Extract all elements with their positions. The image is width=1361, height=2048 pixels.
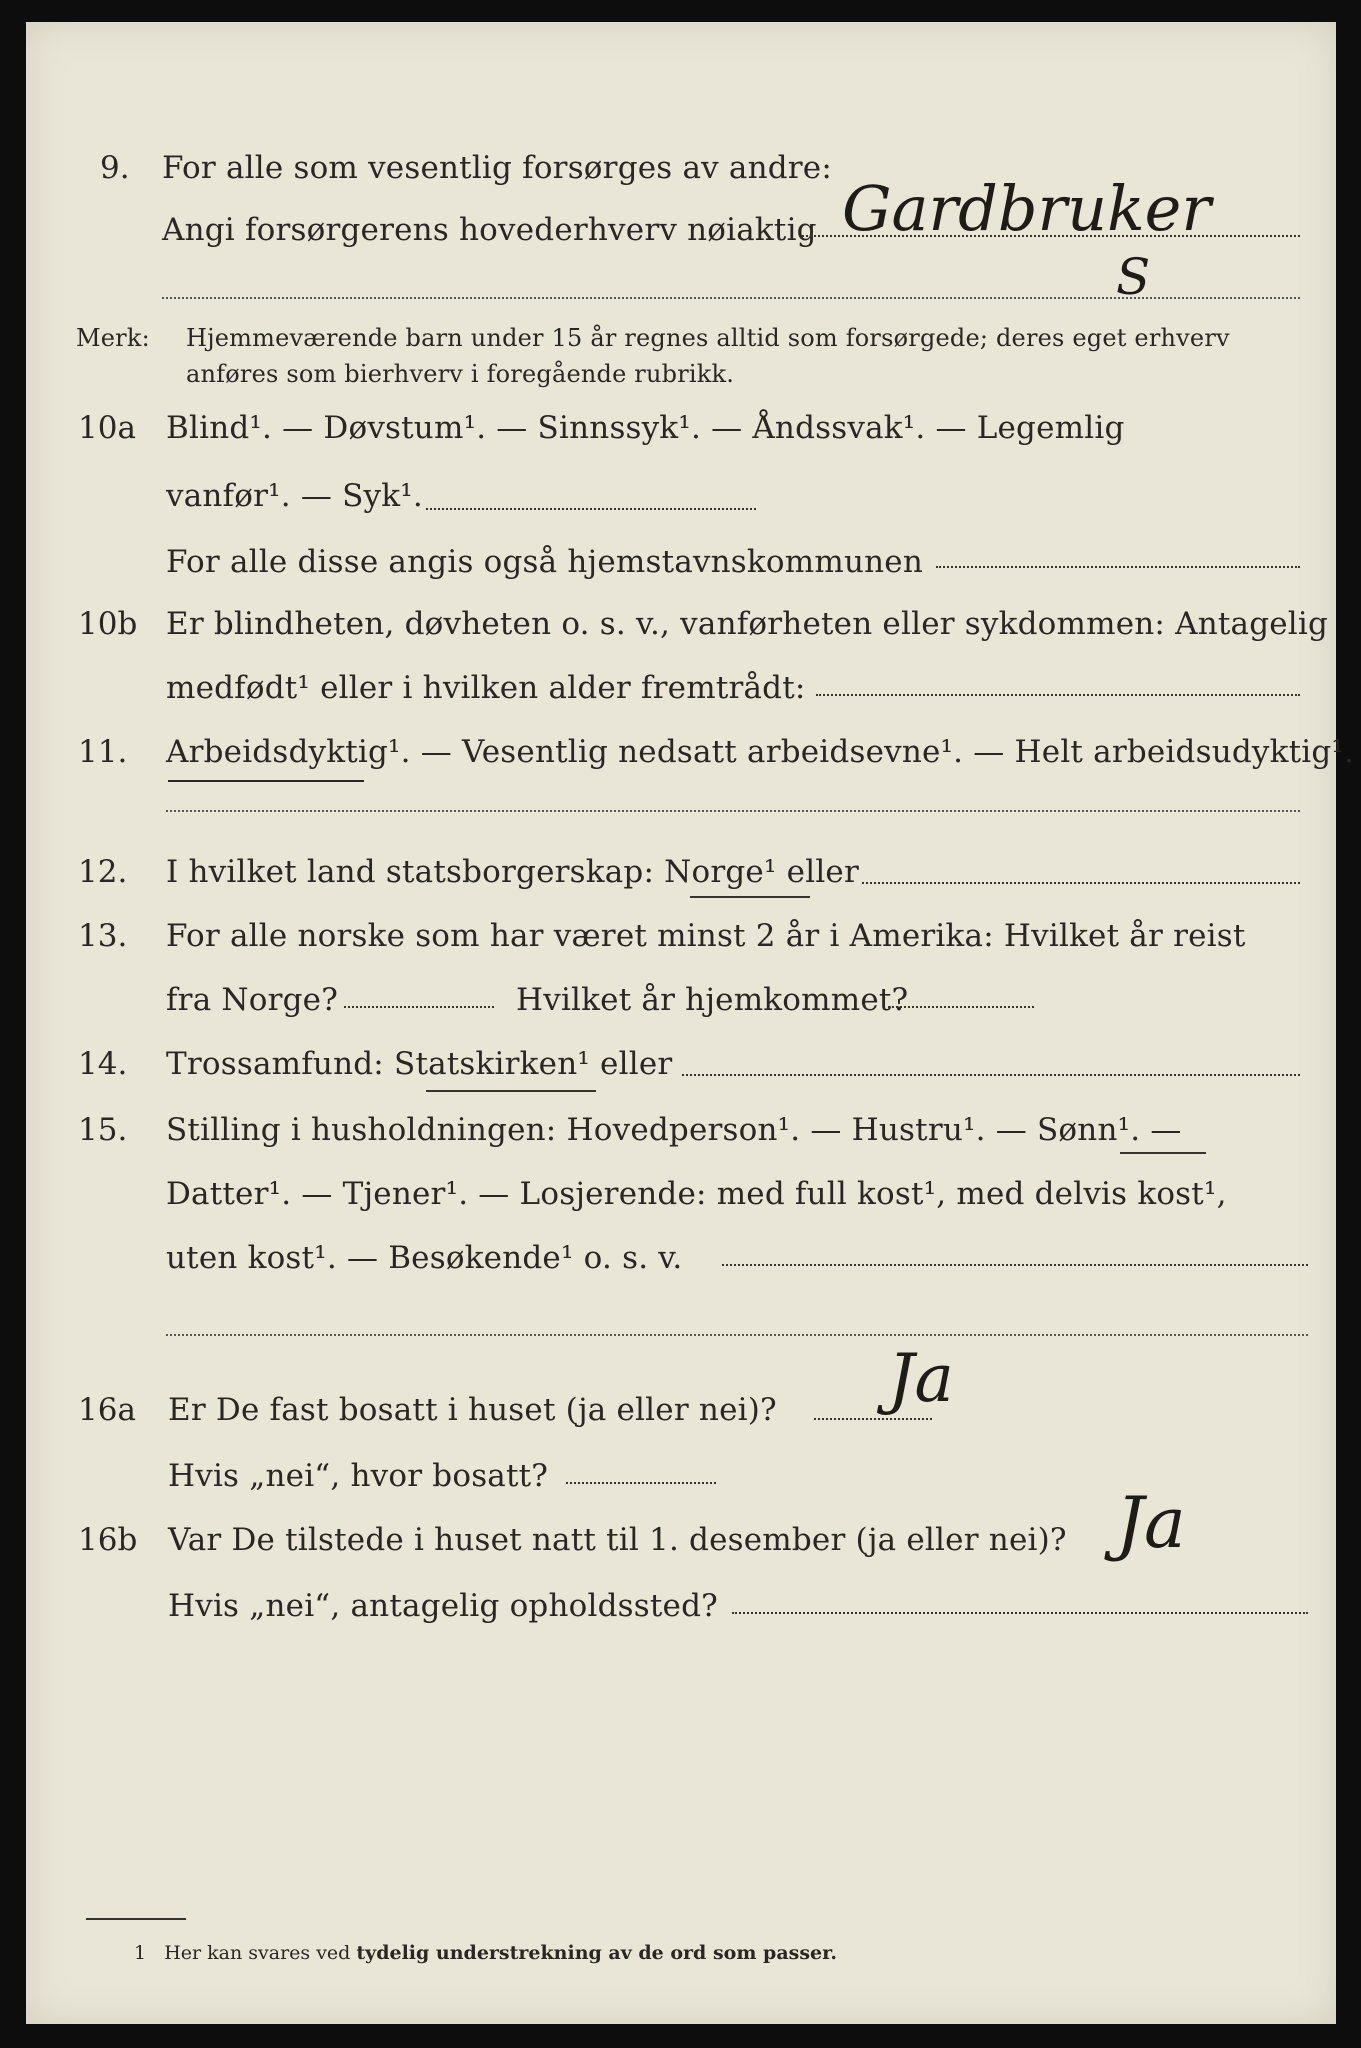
q16b-blank: [732, 1612, 1308, 1614]
q14-handwritten-underline: [426, 1090, 596, 1092]
footnote-mark: 1: [134, 1942, 147, 1964]
q13-line-1: For alle norske som har været minst 2 år i Amerika: Hvilket år reist: [166, 918, 1246, 954]
q11-handwritten-underline: [168, 780, 364, 782]
q10a-line-3: For alle disse angis også hjemstavnskommunen: [166, 544, 923, 580]
footnote-text-plain: Her kan svares ved: [164, 1942, 351, 1964]
q9-number: 9.: [100, 150, 130, 186]
q13-line-2b: Hvilket år hjemkommet?: [516, 982, 909, 1018]
merk-line-1: Hjemmeværende barn under 15 år regnes alltid som forsørgede; deres eget erhverv: [186, 324, 1230, 352]
q16a-line-1: Er De fast bosatt i huset (ja eller nei)?: [168, 1392, 777, 1428]
q10a-line-1: Blind¹. — Døvstum¹. — Sinnssyk¹. — Åndssvak¹. — Legemlig: [166, 410, 1125, 446]
q14-blank: [682, 1074, 1300, 1076]
q12-number: 12.: [78, 854, 128, 890]
q16a-number: 16a: [78, 1392, 136, 1428]
q16a-blank-1: [814, 1418, 932, 1420]
q9-line-2: Angi forsørgerens hovederhverv nøiaktig: [162, 212, 817, 248]
q16a-line-2: Hvis „nei“, hvor bosatt?: [168, 1458, 549, 1494]
q15-number: 15.: [78, 1112, 128, 1148]
q10a-line-2-blank: [426, 508, 756, 510]
q12-handwritten-underline: [690, 896, 810, 898]
q13-number: 13.: [78, 918, 128, 954]
q10a-line-2: vanfør¹. — Syk¹.: [166, 478, 423, 514]
q11-extra-line: [166, 810, 1300, 812]
q15-line-3: uten kost¹. — Besøkende¹ o. s. v.: [166, 1240, 683, 1276]
q10b-line-1: Er blindheten, døvheten o. s. v., vanførheten eller sykdommen: Antagelig: [166, 606, 1329, 642]
q10a-line-3-blank: [936, 566, 1300, 568]
q13-blank-1: [344, 1006, 494, 1008]
q10b-line-2-blank: [816, 694, 1300, 696]
q9-handwritten-mark: S: [1116, 248, 1151, 306]
q12-blank: [862, 882, 1300, 884]
q13-blank-2: [888, 1006, 1034, 1008]
q16b-handwritten-answer: Ja: [1116, 1482, 1186, 1564]
q9-handwritten-answer: Gardbruker: [842, 172, 1211, 245]
q11-line-1: Arbeidsdyktig¹. — Vesentlig nedsatt arbeidsevne¹. — Helt arbeidsudyktig¹.: [166, 734, 1355, 770]
q10a-number: 10a: [78, 410, 136, 446]
q15-handwritten-underline: [1120, 1152, 1206, 1154]
q16b-line-2: Hvis „nei“, antagelig opholdssted?: [168, 1588, 718, 1624]
q16b-line-1: Var De tilstede i huset natt til 1. desember (ja eller nei)?: [168, 1522, 1067, 1558]
footnote-text-bold: tydelig understrekning av de ord som passer.: [356, 1942, 837, 1964]
merk-label: Merk:: [76, 324, 150, 352]
q15-extra-line: [166, 1334, 1308, 1336]
q11-number: 11.: [78, 734, 128, 770]
q15-line-2: Datter¹. — Tjener¹. — Losjerende: med full kost¹, med delvis kost¹,: [166, 1176, 1227, 1212]
merk-line-2: anføres som bierhverv i foregående rubrikk.: [186, 360, 735, 388]
census-form-page: [26, 22, 1355, 2024]
footnote: [134, 1942, 837, 1964]
q10b-line-2: medfødt¹ eller i hvilken alder fremtrådt:: [166, 670, 806, 706]
q10b-number: 10b: [78, 606, 138, 642]
q16a-blank-2: [566, 1482, 716, 1484]
footnote-rule: [86, 1918, 186, 1920]
q9-line-1: For alle som vesentlig forsørges av andre:: [162, 150, 832, 186]
q16b-number: 16b: [78, 1522, 138, 1558]
q15-blank: [722, 1264, 1308, 1266]
q12-line-1: I hvilket land statsborgerskap: Norge¹ eller: [166, 854, 859, 890]
q16a-handwritten-answer: Ja: [888, 1340, 954, 1417]
q14-line-1: Trossamfund: Statskirken¹ eller: [166, 1046, 673, 1082]
q15-line-1: Stilling i husholdningen: Hovedperson¹. — Hustru¹. — Sønn¹. —: [166, 1112, 1182, 1148]
q14-number: 14.: [78, 1046, 128, 1082]
q13-line-2a: fra Norge?: [166, 982, 339, 1018]
